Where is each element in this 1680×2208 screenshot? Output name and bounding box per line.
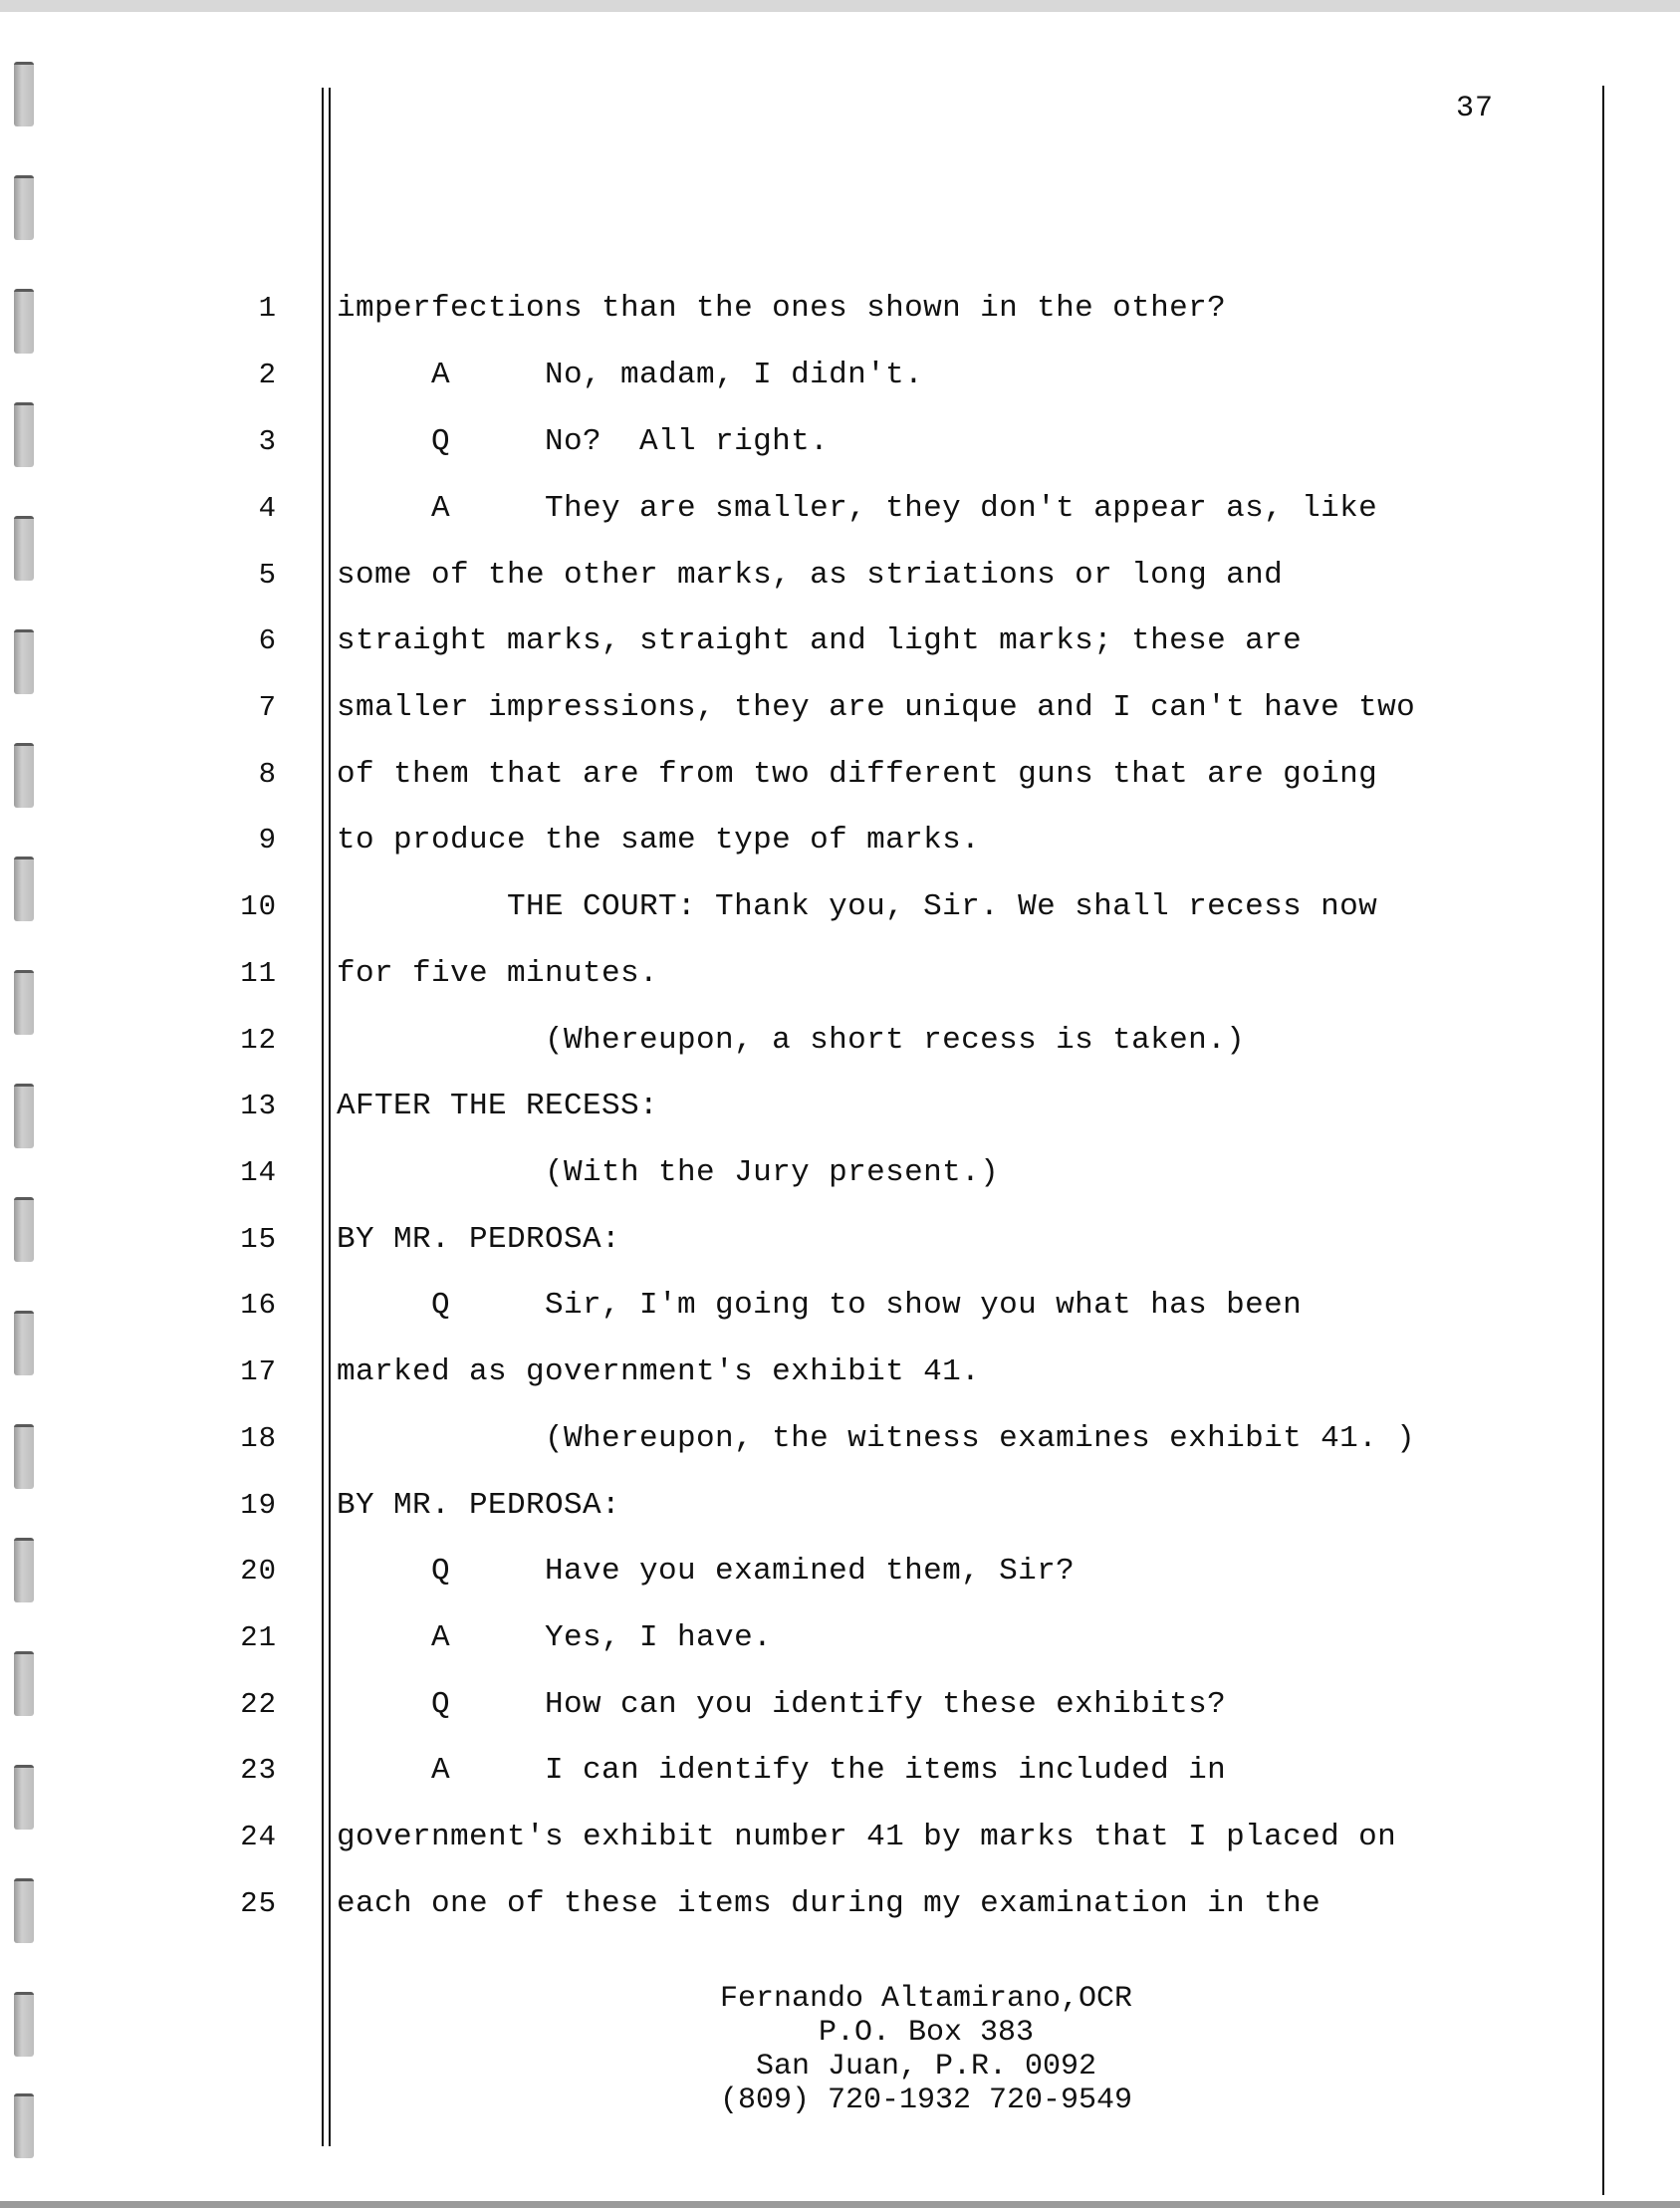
transcript-line — [0, 1818, 1680, 1857]
line-number: 2 — [258, 359, 277, 391]
transcript-line — [0, 489, 1680, 529]
line-number: 14 — [240, 1156, 277, 1189]
line-text: THE COURT: Thank you, Sir. We shall recess now — [337, 889, 1378, 924]
transcript-line — [0, 1419, 1680, 1459]
line-number: 23 — [240, 1754, 277, 1787]
transcript-line — [0, 621, 1680, 661]
line-text: Q How can you identify these exhibits? — [337, 1687, 1227, 1722]
line-text: A I can identify the items included in — [337, 1753, 1227, 1788]
line-text: Q Sir, I'm going to show you what has been — [337, 1288, 1303, 1323]
transcript-line — [0, 821, 1680, 860]
transcript-line — [0, 1751, 1680, 1791]
transcript-line — [0, 1021, 1680, 1061]
line-text: to produce the same type of marks. — [337, 823, 981, 858]
transcript-line — [0, 1618, 1680, 1658]
line-number: 16 — [240, 1289, 277, 1322]
line-text: of them that are from two different guns that are going — [337, 757, 1378, 792]
transcript-line — [0, 954, 1680, 994]
transcript-line — [0, 556, 1680, 596]
reporter-name: Fernando Altamirano,OCR — [719, 1982, 1133, 2016]
line-text: (Whereupon, the witness examines exhibit 41. ) — [337, 1421, 1416, 1456]
line-number: 18 — [240, 1422, 277, 1455]
transcript-line — [0, 1087, 1680, 1126]
line-number: 4 — [258, 492, 277, 525]
transcript-line — [0, 1884, 1680, 1924]
line-text: for five minutes. — [337, 956, 659, 991]
line-text: some of the other marks, as striations or long and — [337, 558, 1284, 593]
transcript-line — [0, 289, 1680, 329]
transcript-line — [0, 755, 1680, 795]
line-text: straight marks, straight and light marks; these are — [337, 623, 1303, 658]
transcript-line — [0, 688, 1680, 728]
transcript-line — [0, 887, 1680, 927]
transcript-line — [0, 1685, 1680, 1725]
line-number: 7 — [258, 691, 277, 724]
line-text: each one of these items during my examination in the — [337, 1886, 1321, 1921]
line-number: 15 — [240, 1223, 277, 1256]
line-text: A Yes, I have. — [337, 1620, 773, 1655]
line-number: 3 — [258, 425, 277, 458]
line-text: BY MR. PEDROSA: — [337, 1488, 621, 1523]
line-text: A They are smaller, they don't appear as, like — [337, 491, 1378, 526]
page-number: 37 — [1456, 92, 1495, 125]
line-number: 6 — [258, 624, 277, 657]
transcript-line — [0, 1153, 1680, 1193]
line-text: BY MR. PEDROSA: — [337, 1222, 621, 1257]
line-text: imperfections than the ones shown in the other? — [337, 291, 1227, 326]
line-text: Q Have you examined them, Sir? — [337, 1554, 1076, 1589]
line-text: smaller impressions, they are unique and I can't have two — [337, 690, 1416, 725]
line-text: marked as government's exhibit 41. — [337, 1354, 981, 1389]
line-number: 22 — [240, 1688, 277, 1721]
line-number: 10 — [240, 890, 277, 923]
line-number: 9 — [258, 824, 277, 857]
reporter-city: San Juan, P.R. 0092 — [755, 2050, 1097, 2084]
line-text: government's exhibit number 41 by marks that I placed on — [337, 1820, 1397, 1854]
line-number: 12 — [240, 1024, 277, 1057]
line-text: A No, madam, I didn't. — [337, 358, 924, 392]
line-number: 13 — [240, 1090, 277, 1122]
transcript-line — [0, 422, 1680, 462]
transcript-line — [0, 356, 1680, 395]
line-number: 1 — [258, 292, 277, 325]
line-number: 24 — [240, 1821, 277, 1853]
line-number: 19 — [240, 1489, 277, 1522]
line-text: (With the Jury present.) — [337, 1155, 1000, 1190]
transcript-line — [0, 1352, 1680, 1392]
line-text: Q No? All right. — [337, 424, 830, 459]
line-number: 5 — [258, 559, 277, 592]
line-number: 21 — [240, 1621, 277, 1654]
reporter-footer — [558, 1982, 1295, 2117]
reporter-phone: (809) 720-1932 720-9549 — [719, 2084, 1133, 2117]
line-number: 20 — [240, 1555, 277, 1588]
transcript-line — [0, 1552, 1680, 1592]
line-text: AFTER THE RECESS: — [337, 1089, 659, 1123]
line-number: 25 — [240, 1887, 277, 1920]
line-number: 11 — [240, 957, 277, 990]
transcript-line — [0, 1220, 1680, 1260]
transcript-line — [0, 1286, 1680, 1326]
line-number: 8 — [258, 758, 277, 791]
line-number: 17 — [240, 1355, 277, 1388]
transcript-line — [0, 1486, 1680, 1526]
line-text: (Whereupon, a short recess is taken.) — [337, 1023, 1246, 1058]
reporter-box: P.O. Box 383 — [818, 2016, 1035, 2050]
